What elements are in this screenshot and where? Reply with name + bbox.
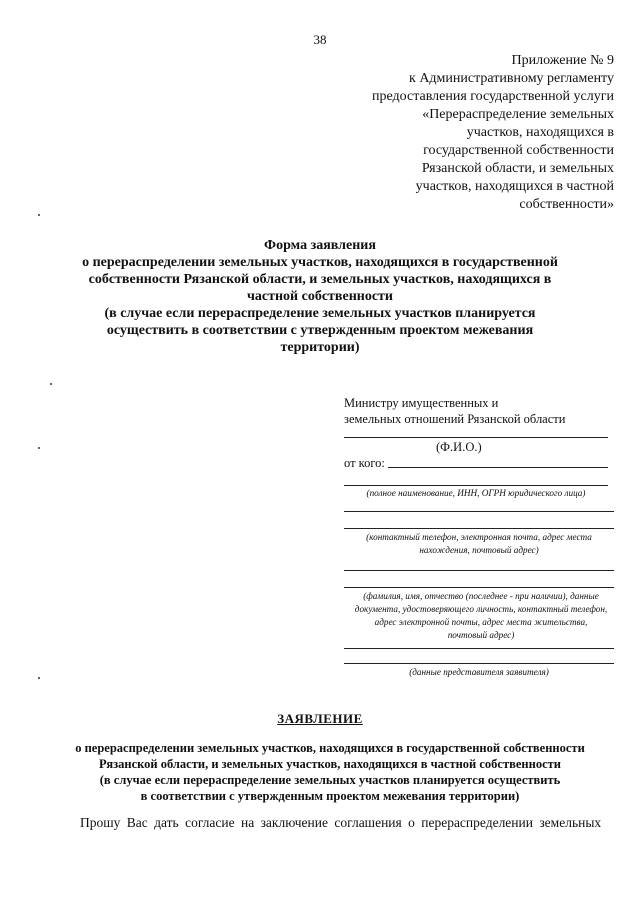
hint-line: (данные представителя заявителя) [409,667,549,677]
statement-subtitle [40,740,620,804]
appendix-line: Рязанской области, и земельных [421,161,614,176]
form-title [60,237,580,356]
scan-speck [50,383,52,385]
hint-line: (контактный телефон, электронная почта, адрес места [366,532,592,542]
appendix-line: участков, находящихся в частной [415,179,614,194]
statement-title: ЗАЯВЛЕНИЕ [277,711,363,726]
appendix-line: к Административному регламенту [409,71,614,86]
contacts-field-1[interactable] [344,511,614,512]
appendix-line: государственной собственности [423,143,614,158]
contacts-field-2[interactable] [344,528,614,529]
representative-field-2[interactable] [344,663,614,664]
hint-line: (полное наименование, ИНН, ОГРН юридического лица) [366,488,586,498]
form-title-line: частной собственности [247,289,393,304]
fio-label: (Ф.И.О.) [436,440,482,454]
legal-entity-hint [344,487,608,500]
minister-name-field[interactable] [344,437,608,438]
form-title-line: о перераспределении земельных участков, находящихся в государственной [82,255,558,270]
appendix-line: «Перераспределение земельных [422,107,614,122]
individual-field-1[interactable] [344,570,614,571]
statement-subtitle-line: (в случае если перераспределение земельных участков планируется осуществить [99,773,561,787]
appendix-line: собственности» [519,197,614,212]
hint-line: документа, удостоверяющего личность, контактный телефон, [354,604,608,614]
appendix-line: предоставления государственной услуги [372,89,614,104]
scan-speck [38,447,40,449]
scan-speck [38,677,40,679]
statement-subtitle-line: о перераспределении земельных участков, находящихся в государственной собственности [75,741,585,755]
hint-line: адрес электронной почты, адрес места жительства, [374,617,588,627]
appendix-header [334,52,614,214]
statement-subtitle-line: в соответствии с утвержденным проектом межевания территории) [140,789,520,803]
form-title-line: (в случае если перераспределение земельных участков планируется [104,306,536,321]
statement-subtitle-line: Рязанской области, и земельных участков, находящихся в частной собственности [99,757,561,771]
hint-line: нахождения, почтовый адрес) [419,545,539,555]
hint-line: (фамилия, имя, отчество (последнее - при наличии), данные [363,591,599,601]
representative-hint [344,666,614,679]
recipient-line: земельных отношений Рязанской области [344,412,566,426]
from-label: от кого: [344,456,385,470]
individual-hint [342,590,620,642]
statement-body-text: Прошу Вас дать согласие на заключение соглашения о перераспределении земельных [80,815,602,830]
individual-field-2[interactable] [344,587,614,588]
page-number: 38 [313,32,327,47]
recipient-block [344,395,614,427]
appendix-line: Приложение № 9 [511,53,614,68]
representative-field-1[interactable] [344,648,614,649]
form-title-line: собственности Рязанской области, и земельных участков, находящихся в [88,272,552,287]
appendix-line: участков, находящихся в [466,125,614,140]
legal-entity-field[interactable] [344,485,608,486]
from-field[interactable] [388,467,608,468]
form-title-line: территории) [280,340,360,355]
form-title-line: Форма заявления [264,238,376,253]
recipient-line: Министру имущественных и [344,396,499,410]
contacts-hint [344,531,614,557]
scan-speck [38,214,40,216]
hint-line: почтовый адрес) [447,630,515,640]
form-title-line: осуществить в соответствии с утвержденным проектом межевания [106,323,534,338]
